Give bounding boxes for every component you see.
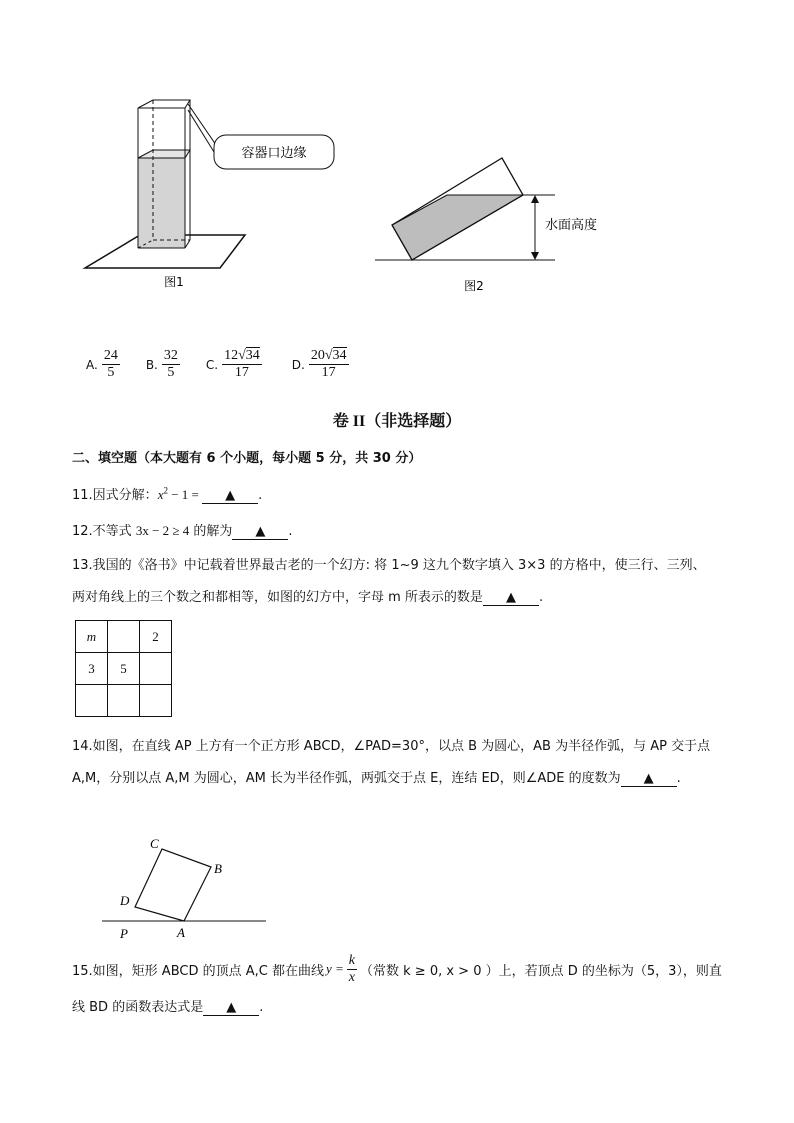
answer-blank-13[interactable]: ▲ [483,591,539,606]
grid-cell: m [76,621,108,653]
answer-blank-14[interactable]: ▲ [621,772,677,787]
grid-cell [108,685,140,717]
option-b-letter: B. [145,357,158,372]
option-c [206,348,262,381]
label-c: C [150,836,159,851]
magic-square [75,620,172,717]
figure-2-container [370,145,640,305]
grid-cell [108,621,140,653]
question-15 [72,950,742,1016]
callout-pointer [188,104,217,152]
option-c-letter: C. [205,357,219,372]
q13-line-1: 13.我国的《洛书》中记载着世界最古老的一个幻方: 将 1~9 这九个数字填入 3×3 的方格中，使三行、三列、 [72,558,706,573]
q13-line-2: 两对角线上的三个数之和都相等，如图的幻方中，字母 m 所表示的数是 ▲ . [72,590,544,605]
q15-line-2: 线 BD 的函数表达式是 ▲ . [72,1000,264,1015]
answer-blank-15[interactable]: ▲ [203,1001,259,1016]
question-12: 12.不等式 3x − 2 ≥ 4 的解为 ▲ . [72,523,293,539]
grid-row [76,621,172,653]
figure-1-caption: 图1 [164,275,184,289]
q14-line-1: 14.如图，在直线 AP 上方有一个正方形 ABCD，∠PAD=30°，以点 B 为圆心，AB 为半径作弧，与 AP 交于点 [72,739,711,754]
question-13 [72,550,732,614]
grid-row [76,653,172,685]
q10-options [86,348,349,381]
square-abcd [135,849,211,921]
grid-row [76,685,172,717]
question-14 [72,731,732,795]
grid-cell: 3 [76,653,108,685]
option-a [86,348,120,381]
option-b-frac: $\frac{32}{5}$ [163,348,178,380]
water-fill [138,158,185,248]
option-a-frac: $\frac{24}{5}$ [103,348,118,380]
q14-line-2: A,M，分别以点 A,M 为圆心，AM 长为半径作弧，两弧交于点 E，连结 ED，则∠ADE 的度数为 ▲ . [72,771,681,786]
answer-blank-11[interactable]: ▲ [202,489,258,504]
grid-cell [140,685,172,717]
option-d-frac: $\frac{20√34}{17}$ [310,348,347,380]
option-c-frac: $\frac{12√34}{17}$ [224,348,260,380]
q15-line-1: 15.如图，矩形 ABCD 的顶点 A,C 都在曲线 y = $\frac{k}{x}$ （常数 k ≥ 0, x > 0 ）上，若顶点 D 的坐标为（5，3），则直 [72,952,722,985]
option-b [146,348,180,381]
water-region [392,195,523,260]
section-title: 卷 II（非选择题） [332,413,462,430]
height-label: 水面高度 [545,218,598,233]
container-rim [138,100,190,108]
q14-figure [100,830,275,945]
grid-cell: 2 [140,621,172,653]
grid-cell [76,685,108,717]
water-top [138,150,190,158]
label-a: A [177,925,185,940]
option-a-letter: A. [86,357,98,372]
label-p: P [120,926,128,941]
q15-fraction: $\frac{k}{x}$ [348,952,355,985]
figure-1-container [80,90,350,300]
grid-cell: 5 [108,653,140,685]
section-heading: 二、填空题（本大题有 6 个小题，每小题 5 分，共 30 分） [72,451,422,466]
callout-label: 容器口边缘 [241,146,307,161]
option-d-letter: D. [291,357,305,372]
answer-blank-12[interactable]: ▲ [232,525,288,540]
label-d: D [120,893,130,908]
label-b: B [214,861,222,876]
option-d [292,348,349,381]
grid-cell [140,653,172,685]
question-11: 11.因式分解：$x^2 - 1$ = ▲ . [72,485,263,503]
figure-2-caption: 图2 [464,279,484,293]
